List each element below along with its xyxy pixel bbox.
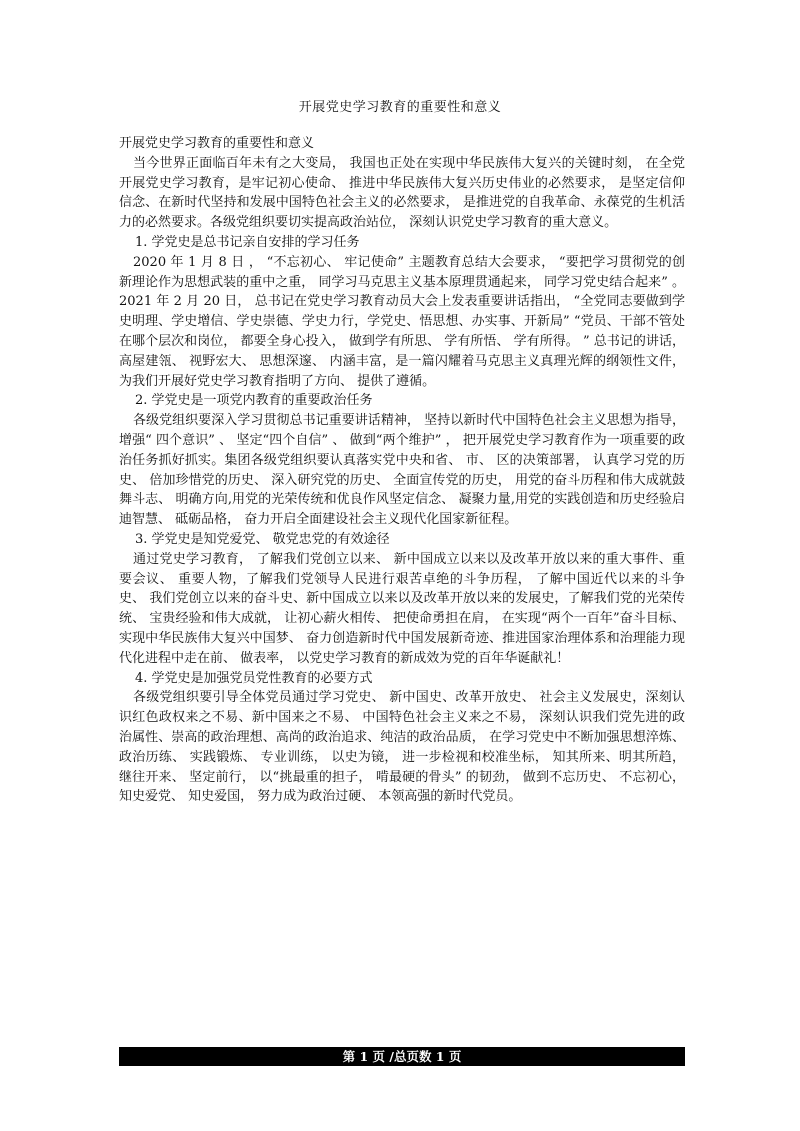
section-3-heading: 3. 学党史是知党爱党、 敬党忠党的有效途径 <box>135 531 390 547</box>
section-3-body: 通过党史学习教育， 了解我们党创立以来、 新中国成立以来以及改革开放以来的重大事件、重要会议、 重要人物，了解我们党领导人民进行艰苦卓绝的斗争历程， 了解中国近代以来的斗争史、 我们党创立以来的奋斗史、新中国成立以来以及改革开放以来的发展史，了解我们党的光荣传统、 宝贵经验和伟大成就， 让初心薪火相传、 把使命勇担在肩， 在实现“两个一百年”奋斗目标、 实现中华民族伟大复兴中国梦、 奋力创造新时代中国发展新奇迹、推进国家治理体系和治理能力现代化进程中走在前、 做表率， 以党史学习教育的新成效为党的百年华诞献礼！ <box>119 551 685 666</box>
document-subtitle: 开展党史学习教育的重要性和意义 <box>119 136 315 151</box>
section-2-body: 各级党组织要深入学习贯彻总书记重要讲话精神， 坚持以新时代中国特色社会主义思想为指导， 增强“ 四个意识” 、 坚定“四个自信” 、 做到“两个维护” ， 把开展党史学习教育作为一项重要的政治任务抓好抓实。集团各级党组织要认真落实党中央和省、 市、 区的决策部署， 认真学习党的历史、 倍加珍惜党的历史、 深入研究党的历史、 全面宣传党的历史， 用党的奋斗历程和伟大成就鼓舞斗志、 明确方向,用党的光荣传统和优良作风坚定信念、 凝聚力量,用党的实践创造和历史经验启迪智慧、 砥砺品格， 奋力开启全面建设社会主义现代化国家新征程。 <box>119 413 685 528</box>
section-2-heading: 2. 学党史是一项党内教育的重要政治任务 <box>135 393 373 409</box>
page-number-label: 第 1 页 /总页数 1 页 <box>342 1049 462 1064</box>
page-footer <box>119 1047 685 1066</box>
section-1-body: 2020 年 1 月 8 日 ， “不忘初心、 牢记使命” 主题教育总结大会要求， “要把学习贯彻党的创新理论作为思想武装的重中之重， 同学习马克思主义基本原理贯通起来， 同学习党史结合起来” 。 2021 年 2 月 20 日， 总书记在党史学习教育动员大会上发表重要讲话指出， “全党同志要做到学史明理、学史增信、学史崇德、学史力行，学党史、悟思想、办实事、开新局” “党员、干部不管处在哪个层次和岗位， 都要全身心投入， 做到学有所思、 学有所悟、 学有所得。 ” 总书记的讲话， 高屋建瓴、 视野宏大、 思想深邃、 内涵丰富，是一篇闪耀着马克思主义真理光辉的纲领性文件， 为我们开展好党史学习教育指明了方向、 提供了遵循。 <box>119 254 685 389</box>
section-4-heading: 4. 学党史是加强党员党性教育的必要方式 <box>135 670 373 686</box>
document-body <box>119 134 685 807</box>
intro-paragraph: 当今世界正面临百年未有之大变局， 我国也正处在实现中华民族伟大复兴的关键时刻， 在全党开展党史学习教育，是牢记初心使命、 推进中华民族伟大复兴历史伟业的必然要求， 是坚定信仰信念、在新时代坚持和发展中国特色社会主义的必然要求， 是推进党的自我革命、永葆党的生机活力的必然要求。各级党组织要切实提高政治站位， 深刻认识党史学习教育的重大意义。 <box>119 155 685 231</box>
page-title: 开展党史学习教育的重要性和意义 <box>298 100 502 115</box>
section-4-body: 各级党组织要引导全体党员通过学习党史、 新中国史、改革开放史、 社会主义发展史，深刻认识红色政权来之不易、新中国来之不易、 中国特色社会主义来之不易， 深刻认识我们党先进的政治属性、崇高的政治理想、高尚的政治追求、纯洁的政治品质， 在学习党史中不断加强思想淬炼、 政治历练、 实践锻炼、 专业训练， 以史为镜， 进一步检视和校准坐标， 知其所来、明其所趋， 继往开来、 坚定前行， 以“挑最重的担子， 啃最硬的骨头” 的韧劲， 做到不忘历史、 不忘初心， 知史爱党、 知史爱国， 努力成为政治过硬、 本领高强的新时代党员。 <box>119 690 685 805</box>
section-1-heading: 1. 学党史是总书记亲自安排的学习任务 <box>135 234 360 250</box>
